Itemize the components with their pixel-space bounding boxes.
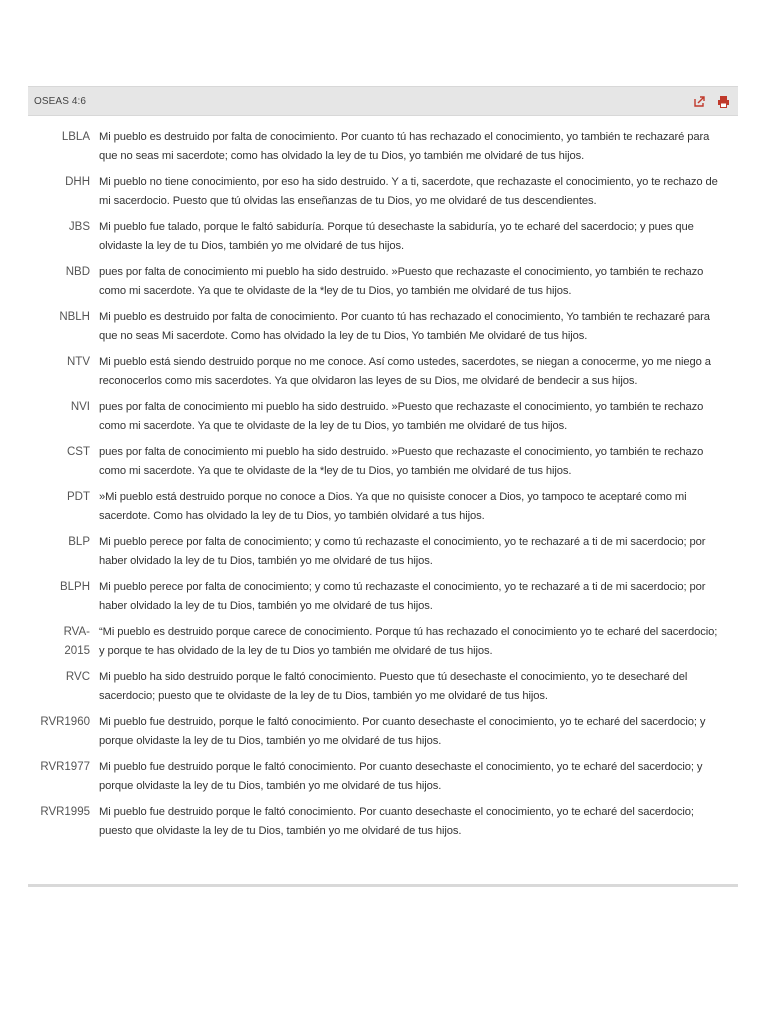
verse-text: Mi pueblo fue talado, porque le faltó sabiduría. Porque tú desechaste la sabiduría, yo te echaré del sacerdocio; y pues que olvidaste la ley de tu Dios, también yo me olvidaré de tus hijos. — [99, 221, 694, 252]
version-code[interactable]: BLPH — [59, 581, 90, 593]
verse-text: Mi pueblo es destruido por falta de conocimiento. Por cuanto tú has rechazado el conocimiento, yo también te rechazaré para que no seas mi sacerdote; como has olvidado la ley de tu Dios, yo también me olvidaré de tus hijos. — [99, 131, 710, 162]
version-row-nblh — [28, 308, 738, 346]
version-code[interactable]: JBS — [68, 221, 90, 233]
panel-bottom-divider — [28, 884, 738, 887]
version-list — [28, 116, 738, 841]
version-code[interactable]: DHH — [65, 176, 90, 188]
verse-text: Mi pueblo no tiene conocimiento, por eso ha sido destruido. Y a ti, sacerdote, que rechazaste el conocimiento, yo te rechazo de mi sacerdocio. Puesto que tú olvidas las enseñanzas de tu Dios, yo me olvidaré de tus descendientes. — [99, 176, 718, 207]
version-code[interactable]: RVC — [65, 671, 90, 683]
version-row-pdt — [28, 488, 738, 526]
verse-text: pues por falta de conocimiento mi pueblo ha sido destruido. »Puesto que rechazaste el conocimiento, yo también te rechazo como mi sacerdote. Ya que te olvidaste de la ley de tu Dios, yo también me olvidaré de tus hijos. — [99, 401, 704, 432]
version-code[interactable]: RVA- 2015 — [63, 626, 90, 657]
version-row-nbd — [28, 263, 738, 301]
verse-text: Mi pueblo está siendo destruido porque no me conoce. Así como ustedes, sacerdotes, se niegan a conocerme, yo me niego a reconocerlos como mis sacerdotes. Ya que olvidaron las leyes de su Dios, me olvidaré de bendecir a sus hijos. — [99, 356, 711, 387]
version-row-blph — [28, 578, 738, 616]
version-code[interactable]: PDT — [67, 491, 90, 503]
verse-text: Mi pueblo perece por falta de conocimiento; y como tú rechazaste el conocimiento, yo te rechazaré a ti de mi sacerdocio; por haber olvidado la ley de tu Dios, también yo me olvidaré de tus hijos. — [99, 536, 706, 567]
version-row-ntv — [28, 353, 738, 391]
version-row-rvr1960 — [28, 713, 738, 751]
version-row-rvr1977 — [28, 758, 738, 796]
verse-text: pues por falta de conocimiento mi pueblo ha sido destruido. »Puesto que rechazaste el conocimiento, yo también te rechazo como mi sacerdote. Ya que te olvidaste de la *ley de tu Dios, yo también me olvidaré de tus hijos. — [99, 446, 704, 477]
verse-text: pues por falta de conocimiento mi pueblo ha sido destruido. »Puesto que rechazaste el conocimiento, yo también te rechazo como mi sacerdote. Ya que te olvidaste de la *ley de tu Dios, yo también me olvidaré de tus hijos. — [99, 266, 704, 297]
version-code[interactable]: NTV — [67, 356, 90, 368]
verse-reference: OSEAS 4:6 — [34, 95, 87, 107]
version-row-cst — [28, 443, 738, 481]
version-code[interactable]: NVI — [70, 401, 90, 413]
verse-text: Mi pueblo perece por falta de conocimiento; y como tú rechazaste el conocimiento, yo te rechazaré a ti de mi sacerdocio; por haber olvidado la ley de tu Dios, también yo me olvidaré de tus hijos. — [99, 581, 706, 612]
version-row-lbla — [28, 128, 738, 166]
version-code[interactable]: CST — [67, 446, 90, 458]
verse-text: “Mi pueblo es destruido porque carece de conocimiento. Porque tú has rechazado el conocimiento yo te echaré del sacerdocio; y porque te has olvidado de la ley de tu Dios yo también me olvidaré de tus hijos. — [99, 626, 718, 657]
version-code[interactable]: NBLH — [59, 311, 90, 323]
version-code[interactable]: NBD — [65, 266, 90, 278]
version-code[interactable]: LBLA — [61, 131, 90, 143]
print-icon[interactable] — [716, 94, 730, 108]
version-code[interactable]: RVR1960 — [40, 716, 90, 728]
header-tools — [692, 94, 730, 108]
panel-header — [28, 86, 738, 116]
verse-text: Mi pueblo fue destruido porque le faltó conocimiento. Por cuanto desechaste el conocimiento, yo te echaré del sacerdocio; y porque olvidaste la ley de tu Dios, también yo me olvidaré de tus hijos. — [99, 761, 703, 792]
share-icon[interactable] — [692, 94, 706, 108]
verse-text: Mi pueblo fue destruido, porque le faltó conocimiento. Por cuanto desechaste el conocimiento, yo te echaré del sacerdocio; y porque olvidaste la ley de tu Dios, también yo me olvidaré de tus hijos. — [99, 716, 706, 747]
version-row-rva-2015 — [28, 623, 738, 661]
version-row-rvr1995 — [28, 803, 738, 841]
verse-text: Mi pueblo fue destruido porque le faltó conocimiento. Por cuanto desechaste el conocimiento, yo te echaré del sacerdocio; puesto que olvidaste la ley de tu Dios, también yo me olvidaré de tus hijos. — [99, 806, 694, 837]
version-row-nvi — [28, 398, 738, 436]
version-code[interactable]: BLP — [68, 536, 90, 548]
verse-text: Mi pueblo ha sido destruido porque le faltó conocimiento. Puesto que tú desechaste el conocimiento, yo te desecharé del sacerdocio; puesto que te olvidaste de la ley de tu Dios, también yo me olvidaré de tus hijos. — [99, 671, 688, 702]
version-row-dhh — [28, 173, 738, 211]
version-code[interactable]: RVR1995 — [40, 806, 90, 818]
version-code[interactable]: RVR1977 — [40, 761, 90, 773]
verse-comparison-panel — [28, 86, 738, 886]
verse-text: »Mi pueblo está destruido porque no conoce a Dios. Ya que no quisiste conocer a Dios, yo tampoco te aceptaré como mi sacerdote. Como has olvidado la ley de tu Dios, yo también olvidaré a tus hijos. — [99, 491, 687, 522]
version-row-blp — [28, 533, 738, 571]
verse-text: Mi pueblo es destruido por falta de conocimiento. Por cuanto tú has rechazado el conocimiento, Yo también te rechazaré para que no seas Mi sacerdote. Como has olvidado la ley de tu Dios, Yo también Me olvidaré de tus hijos. — [99, 311, 710, 342]
version-row-rvc — [28, 668, 738, 706]
version-row-jbs — [28, 218, 738, 256]
